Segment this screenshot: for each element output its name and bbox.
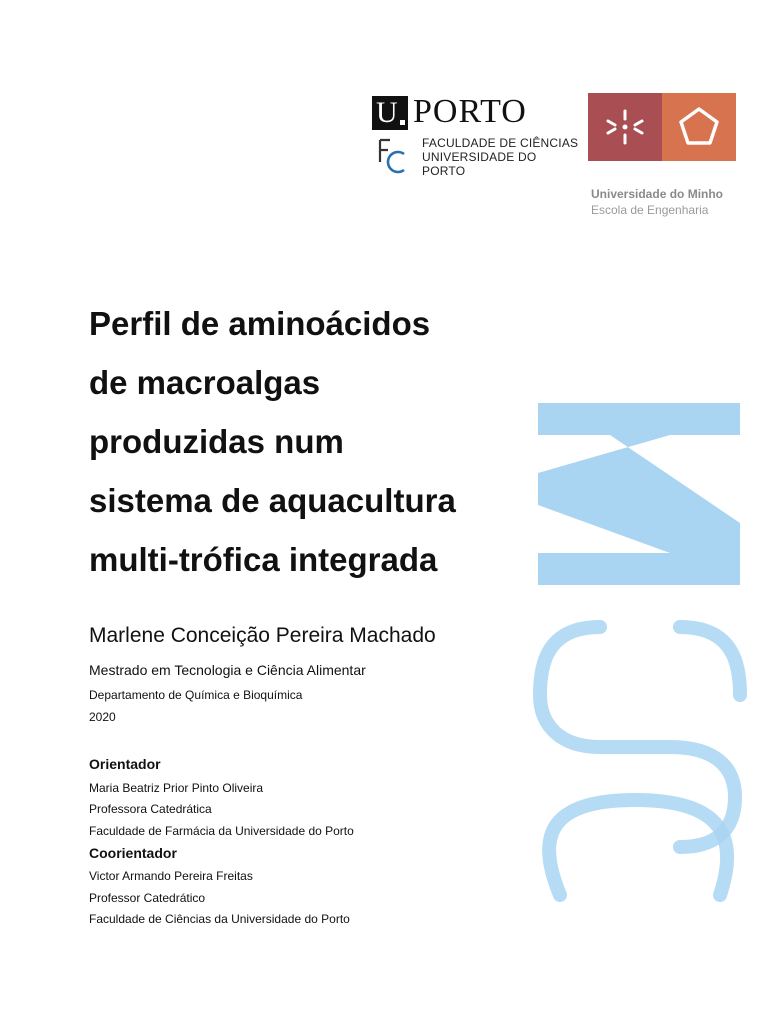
fc-line-1: FACULDADE DE CIÊNCIAS	[422, 136, 579, 150]
cosupervisor-institution: Faculdade de Ciências da Universidade do Porto	[89, 912, 350, 926]
msc-decoration	[530, 395, 750, 905]
degree-name: Mestrado em Tecnologia e Ciência Alimentar	[89, 662, 366, 678]
uminho-emblem-right	[662, 93, 736, 161]
cosupervisor-heading: Coorientador	[89, 845, 177, 861]
author-name: Marlene Conceição Pereira Machado	[89, 624, 436, 647]
uminho-logo	[588, 93, 736, 223]
uminho-name: Universidade do Minho	[591, 187, 724, 201]
uminho-school: Escola de Engenharia	[591, 203, 709, 217]
u-dot	[400, 120, 405, 125]
pentagon-icon	[662, 93, 736, 161]
title-line-5: multi-trófica integrada	[89, 541, 438, 578]
supervisor-institution: Faculdade de Farmácia da Universidade do Porto	[89, 824, 354, 838]
cosupervisor-name: Victor Armando Pereira Freitas	[89, 869, 253, 883]
fc-line-2: UNIVERSIDADE DO PORTO	[422, 150, 537, 178]
thesis-title	[89, 294, 519, 589]
fc-text	[422, 136, 582, 178]
supervisor-heading: Orientador	[89, 756, 161, 772]
title-line-2: de macroalgas	[89, 364, 321, 401]
year: 2020	[89, 710, 116, 724]
title-line-3: produzidas num	[89, 423, 344, 460]
supervisor-role: Professora Catedrática	[89, 802, 212, 816]
uporto-logo	[372, 93, 582, 178]
msc-letter-m	[538, 403, 740, 585]
title-line-4: sistema de aquacultura	[89, 482, 456, 519]
title-line-1: Perfil de aminoácidos	[89, 305, 431, 342]
uminho-star-icon	[588, 93, 662, 161]
department: Departamento de Química e Bioquímica	[89, 688, 303, 702]
cosupervisor-role: Professor Catedrático	[89, 891, 206, 905]
fc-monogram-icon	[376, 136, 412, 174]
porto-word: PORTO	[413, 93, 527, 130]
u-letter: U	[376, 96, 398, 129]
supervisor-name: Maria Beatriz Prior Pinto Oliveira	[89, 781, 264, 795]
uminho-emblem-left	[588, 93, 662, 161]
